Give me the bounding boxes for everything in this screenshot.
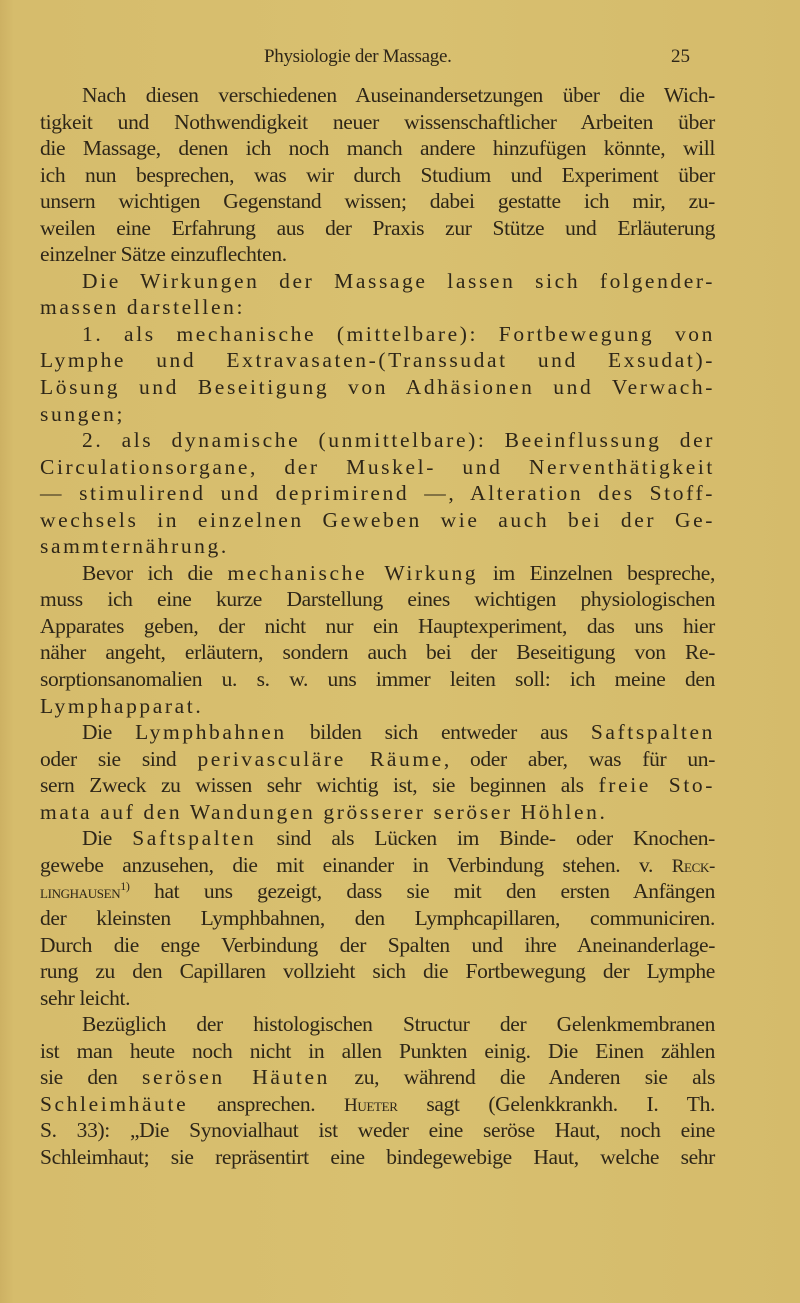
text-line <box>40 533 715 560</box>
text-segment: ich nun besprechen, was wir durch Studium und Experiment über <box>40 162 715 187</box>
text-line <box>40 772 715 799</box>
page-number: 25 <box>671 46 690 67</box>
text-line <box>40 1064 715 1091</box>
text-line <box>40 613 715 640</box>
text-segment: Bevor ich die <box>82 560 228 585</box>
text-line <box>40 427 715 454</box>
text-segment: freie Sto- <box>598 773 716 798</box>
text-segment: Durch die enge Verbindung der Spalten und ihre Aneinanderlage- <box>40 932 715 957</box>
text-segment: Saftspalten <box>590 720 715 745</box>
text-line <box>40 1117 715 1144</box>
text-line <box>40 188 715 215</box>
text-segment: Lösung und Beseitigung von Adhäsionen und Verwach- <box>40 375 715 400</box>
text-segment: serösen Häuten <box>142 1065 330 1090</box>
text-segment: Hueter <box>344 1094 398 1116</box>
text-segment: unsern wichtigen Gegenstand wissen; dabei gestatte ich mir, zu- <box>40 189 715 214</box>
footnote-marker: 1) <box>120 879 130 894</box>
text-line <box>40 560 715 587</box>
running-title: Physiologie der Massage. <box>264 46 452 67</box>
text-segment: sorptionsanomalien u. s. w. uns immer leiten soll: ich meine den <box>40 667 715 692</box>
text-line <box>40 454 715 481</box>
text-segment: sern Zweck zu wissen sehr wichtig ist, sie beginnen als <box>40 773 599 798</box>
text-segment: sind als Lücken im Binde- oder Knochen- <box>256 826 715 851</box>
text-segment: Nach diesen verschiedenen Auseinandersetzungen über die Wich- <box>82 83 715 107</box>
text-segment: sie den <box>40 1065 143 1090</box>
text-segment: , oder aber, was für un- <box>443 746 715 771</box>
text-segment: mata auf den Wandungen grösserer seröser Höhlen. <box>40 799 608 824</box>
text-line <box>40 586 715 613</box>
text-line <box>40 109 715 136</box>
text-segment: Bezüglich der histologischen Structur der Gelenkmembranen <box>82 1012 715 1037</box>
text-segment: die Massage, denen ich noch manch andere hinzufügen könnte, will <box>40 136 715 161</box>
text-segment: Saftspalten <box>132 826 257 851</box>
text-line <box>40 825 715 852</box>
text-line <box>40 1011 715 1038</box>
text-segment: tigkeit und Nothwendigkeit neuer wissenschaftlicher Arbeiten über <box>40 109 715 134</box>
text-segment: Die Wirkungen der Massage lassen sich folgender- <box>82 268 715 293</box>
text-line <box>40 985 715 1012</box>
text-segment: Lymphapparat. <box>40 693 204 718</box>
text-segment: perivasculäre Räume <box>197 746 444 771</box>
text-segment: sehr leicht. <box>40 985 131 1010</box>
text-segment: ansprechen. <box>188 1091 345 1116</box>
text-segment: sagt (Gelenkkrankh. I. Th. <box>397 1091 715 1116</box>
text-line <box>40 268 715 295</box>
text-segment: sammternährung. <box>40 534 229 559</box>
text-segment: ist man heute noch nicht in allen Punkten einig. Die Einen zählen <box>40 1038 715 1063</box>
text-line <box>40 374 715 401</box>
text-segment: rung zu den Capillaren vollzieht sich die Fortbewegung der Lymphe <box>40 959 715 984</box>
text-segment: näher angeht, erläutern, sondern auch bei der Beseitigung von Re- <box>40 640 715 665</box>
text-segment: oder sie sind <box>40 746 198 771</box>
text-segment: linghausen <box>40 882 121 904</box>
text-line <box>40 1144 715 1171</box>
page-header <box>0 46 800 76</box>
text-segment: Die <box>82 720 136 745</box>
text-segment: 2. als dynamische (unmittelbare): Beeinflussung der <box>82 428 715 453</box>
text-line <box>40 852 715 879</box>
text-segment: mechanische Wirkung <box>227 560 479 585</box>
text-line <box>40 666 715 693</box>
text-segment: Reck- <box>671 855 715 877</box>
text-segment: Die <box>82 826 133 851</box>
text-line <box>40 294 715 321</box>
text-line <box>40 82 715 109</box>
text-segment: hat uns gezeigt, dass sie mit den ersten Anfängen <box>129 879 715 904</box>
text-line <box>40 162 715 189</box>
text-segment: sungen; <box>40 401 126 426</box>
text-segment: wechsels in einzelnen Geweben wie auch bei der Ge- <box>40 507 715 532</box>
text-segment: einzelner Sätze einzuflechten. <box>40 242 287 267</box>
text-line <box>40 799 715 826</box>
text-segment: massen darstellen: <box>40 295 246 320</box>
text-segment: der kleinsten Lymphbahnen, den Lymphcapillaren, communiciren. <box>40 905 715 930</box>
text-segment: weilen eine Erfahrung aus der Praxis zur Stütze und Erläuterung <box>40 215 715 240</box>
text-segment: Apparates geben, der nicht nur ein Hauptexperiment, das uns hier <box>40 613 715 638</box>
text-segment: S. 33): „Die Synovialhaut ist weder eine seröse Haut, noch eine <box>40 1118 715 1143</box>
text-segment: Schleimhäute <box>40 1091 189 1116</box>
text-line <box>40 321 715 348</box>
text-line <box>40 958 715 985</box>
text-segment: — stimulirend und deprimirend —, Alteration des Stoff- <box>40 481 715 506</box>
text-segment: gewebe anzusehen, die mit einander in Verbindung stehen. v. <box>40 852 672 877</box>
text-line <box>40 1038 715 1065</box>
text-line <box>40 1091 715 1118</box>
text-line <box>40 932 715 959</box>
text-segment: zu, während die Anderen sie als <box>329 1065 715 1090</box>
text-line <box>40 719 715 746</box>
body-text <box>40 82 715 1170</box>
text-segment: Schleimhaut; sie repräsentirt eine bindegewebige Haut, welche sehr <box>40 1144 715 1169</box>
text-line <box>40 639 715 666</box>
text-segment: im Einzelnen bespreche, <box>478 560 716 585</box>
text-line <box>40 878 715 905</box>
text-segment: 1. als mechanische (mittelbare): Fortbewegung von <box>82 321 715 346</box>
text-segment: Lymphe und Extravasaten-(Transsudat und Exsudat)- <box>40 348 715 373</box>
text-segment: Lymphbahnen <box>135 720 287 745</box>
text-line <box>40 693 715 720</box>
text-line <box>40 135 715 162</box>
text-line <box>40 215 715 242</box>
text-line <box>40 347 715 374</box>
text-line <box>40 480 715 507</box>
text-line <box>40 241 715 268</box>
text-segment: muss ich eine kurze Darstellung eines wichtigen physiologischen <box>40 587 715 612</box>
text-line <box>40 401 715 428</box>
text-segment: Circulationsorgane, der Muskel- und Nerventhätigkeit <box>40 454 715 479</box>
text-line <box>40 507 715 534</box>
text-line <box>40 746 715 773</box>
text-line <box>40 905 715 932</box>
text-segment: bilden sich entweder aus <box>286 720 591 745</box>
